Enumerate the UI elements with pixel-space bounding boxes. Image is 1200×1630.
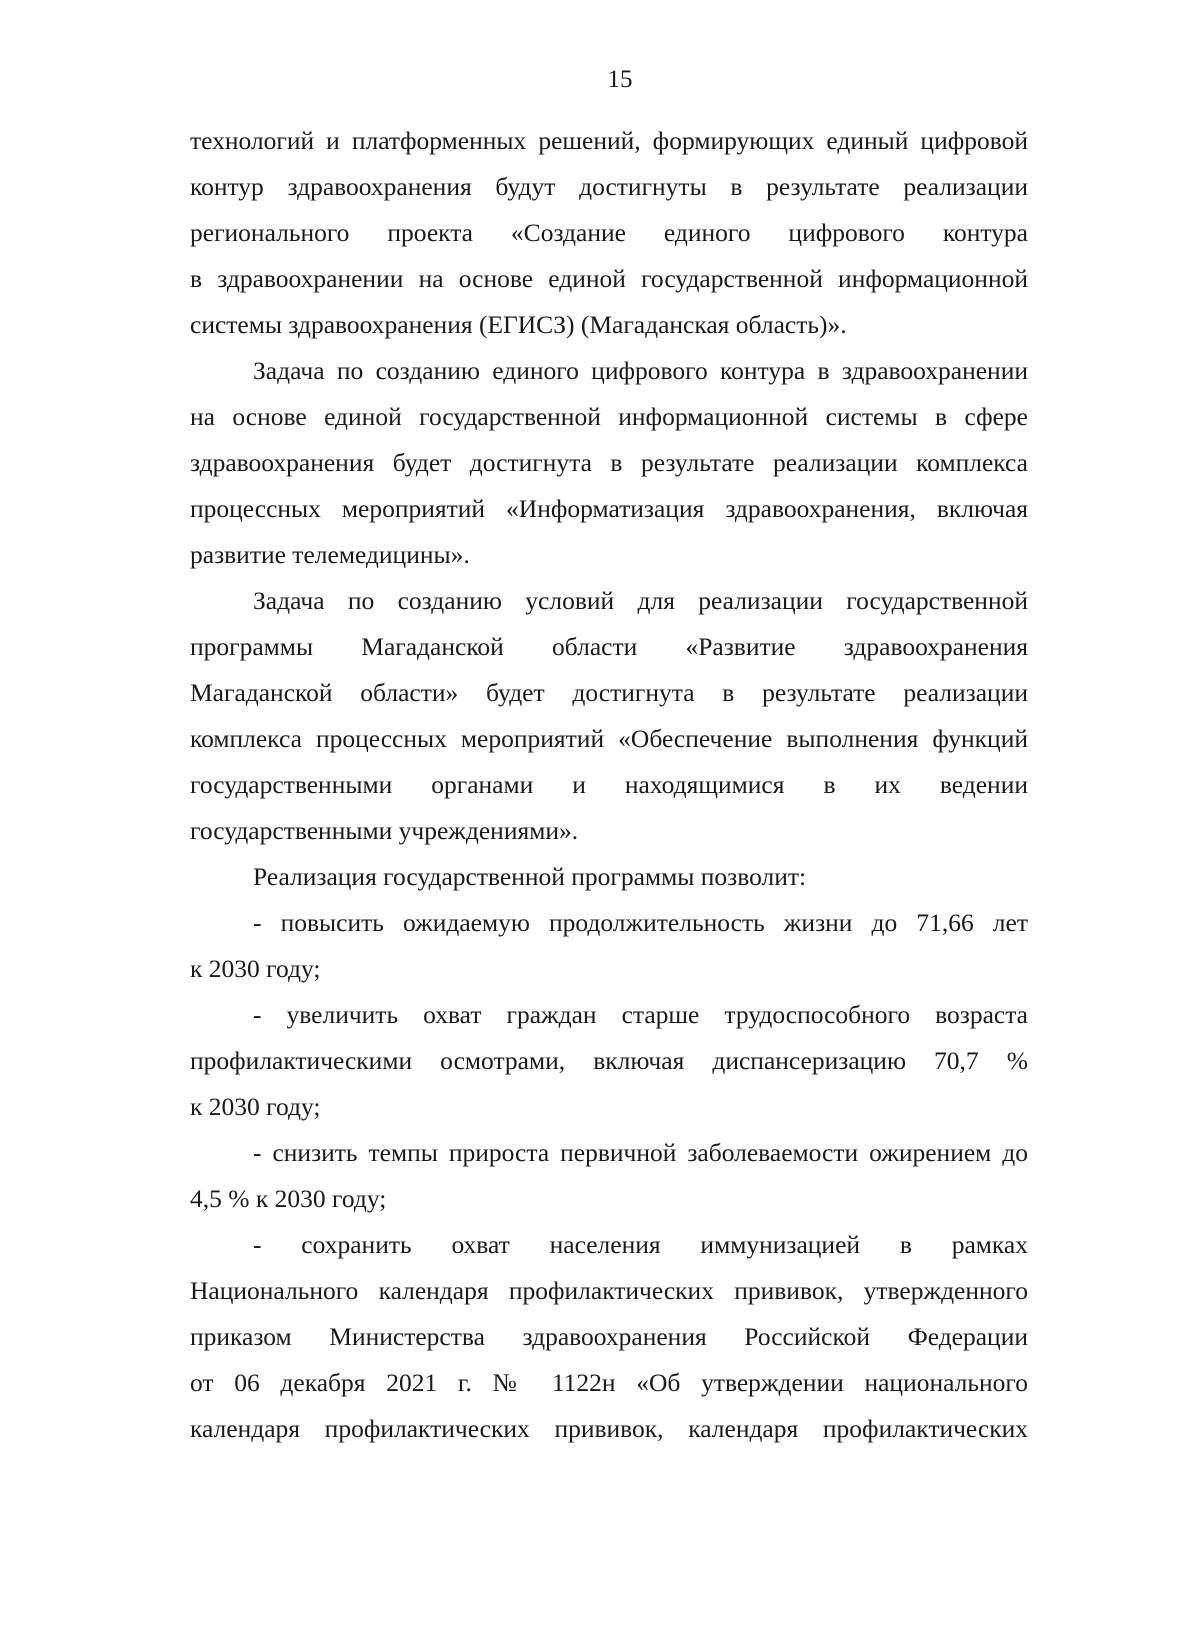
text-line: Магаданской области» будет достигнута в результате реализации bbox=[190, 678, 1028, 707]
text-line: приказом Министерства здравоохранения Российской Федерации bbox=[190, 1322, 1028, 1351]
text-line: календаря профилактических прививок, календаря профилактических bbox=[190, 1414, 1028, 1443]
text-line: государственными органами и находящимися в их ведении bbox=[190, 770, 1028, 799]
text-line: - повысить ожидаемую продолжительность жизни до 71,66 лет bbox=[253, 908, 1028, 937]
text-line: Национального календаря профилактических прививок, утвержденного bbox=[190, 1276, 1028, 1305]
paragraph bbox=[190, 992, 1028, 1130]
text-line: на основе единой государственной информационной системы в сфере bbox=[190, 402, 1028, 431]
document-body bbox=[190, 118, 1028, 1452]
paragraph bbox=[190, 348, 1028, 578]
text-line: контур здравоохранения будут достигнуты в результате реализации bbox=[190, 172, 1028, 201]
text-line: системы здравоохранения (ЕГИСЗ) (Магаданская область)». bbox=[190, 310, 847, 339]
text-line: технологий и платформенных решений, формирующих единый цифровой bbox=[190, 126, 1028, 155]
text-line: процессных мероприятий «Информатизация здравоохранения, включая bbox=[190, 494, 1028, 523]
text-line: - сохранить охват населения иммунизацией в рамках bbox=[253, 1230, 1028, 1259]
text-line: Задача по созданию условий для реализации государственной bbox=[253, 586, 1028, 615]
text-line: 4,5 % к 2030 году; bbox=[190, 1184, 387, 1213]
text-line: профилактическими осмотрами, включая диспансеризацию 70,7 % bbox=[190, 1046, 1028, 1075]
paragraph bbox=[190, 118, 1028, 348]
paragraph bbox=[190, 578, 1028, 854]
text-line: регионального проекта «Создание единого цифрового контура bbox=[190, 218, 1028, 247]
text-line: развитие телемедицины». bbox=[190, 540, 470, 569]
paragraph bbox=[190, 1222, 1028, 1452]
paragraph bbox=[190, 900, 1028, 992]
text-line: в здравоохранении на основе единой государственной информационной bbox=[190, 264, 1028, 293]
text-line: - снизить темпы прироста первичной заболеваемости ожирением до bbox=[253, 1138, 1028, 1167]
text-line: - увеличить охват граждан старше трудоспособного возраста bbox=[253, 1000, 1028, 1029]
text-line: к 2030 году; bbox=[190, 1092, 321, 1121]
paragraph bbox=[190, 854, 1028, 900]
text-line: здравоохранения будет достигнута в результате реализации комплекса bbox=[190, 448, 1028, 477]
text-line: от 06 декабря 2021 г. № 1122н «Об утверждении национального bbox=[190, 1368, 1028, 1397]
page-number: 15 bbox=[607, 66, 633, 93]
text-line: программы Магаданской области «Развитие здравоохранения bbox=[190, 632, 1028, 661]
text-line: комплекса процессных мероприятий «Обеспечение выполнения функций bbox=[190, 724, 1028, 753]
text-line: к 2030 году; bbox=[190, 954, 321, 983]
paragraph bbox=[190, 1130, 1028, 1222]
text-line: Реализация государственной программы позволит: bbox=[253, 862, 807, 891]
text-line: Задача по созданию единого цифрового контура в здравоохранении bbox=[253, 356, 1028, 385]
text-line: государственными учреждениями». bbox=[190, 816, 579, 845]
